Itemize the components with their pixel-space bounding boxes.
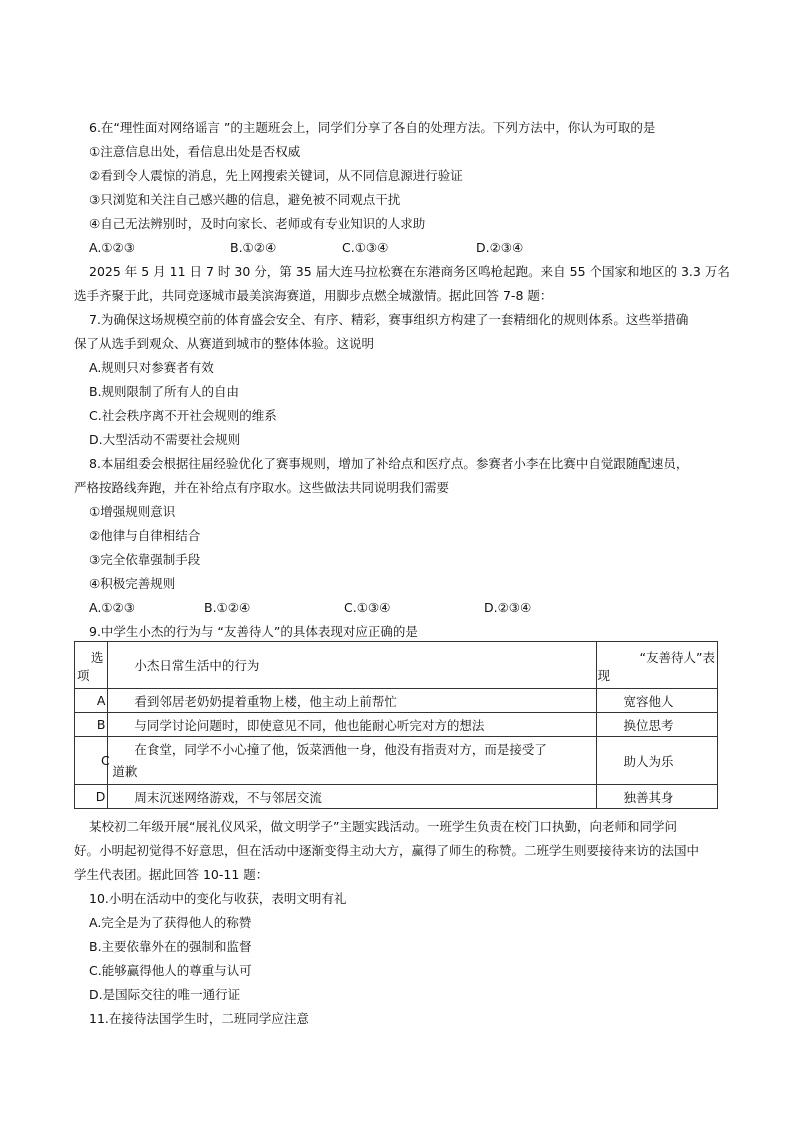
- row-behavior: 看到邻居老奶奶提着重物上楼，他主动上前帮忙: [134, 693, 397, 709]
- q10-option-a: A.完全是为了获得他人的称赞: [89, 915, 252, 930]
- q10-option-c: C.能够赢得他人的尊重与认可: [89, 963, 252, 978]
- row-performance: 助人为乐: [623, 753, 674, 769]
- q8-stem-line1: 8.本届组委会根据往届经验优化了赛事规则，增加了补给点和医疗点。参赛者小李在比赛中自觉跟随配速员，: [89, 456, 689, 471]
- q6-option-d: D.②③④: [476, 240, 524, 255]
- header-behavior: 小杰日常生活中的行为: [134, 658, 260, 673]
- row-option: C: [101, 753, 110, 768]
- header-performance-part2: 现: [597, 668, 610, 683]
- row-option: D: [95, 789, 106, 804]
- intro-10-11-line1: 某校初二年级开展“展礼仪风采，做文明学子”主题实践活动。一班学生负责在校门口执勤，向老师和同学问: [89, 819, 677, 834]
- header-option-part2: 项: [77, 668, 90, 683]
- q8-option-c: C.①③④: [344, 600, 391, 615]
- row-behavior: 与同学讨论问题时，即使意见不同，他也能耐心听完对方的想法: [134, 717, 485, 733]
- intro-10-11-line3: 学生代表团。据此回答 10-11 题：: [74, 867, 269, 882]
- q10-option-d: D.是国际交往的唯一通行证: [89, 987, 241, 1002]
- q7-stem-line2: 保了从选手到观众、从赛道到城市的整体体验。这说明: [74, 336, 375, 351]
- q7-option-a: A.规则只对参赛者有效: [89, 360, 214, 375]
- header-performance-cell: [597, 642, 718, 689]
- row-performance: 独善其身: [623, 789, 674, 805]
- table-row: [75, 689, 718, 713]
- q8-options: [89, 600, 689, 616]
- row-performance: 宽容他人: [623, 693, 674, 709]
- q9-table: [74, 641, 718, 809]
- q6-stem: 6.在“理性面对网络谣言 ”的主题班会上，同学们分享了各自的处理方法。下列方法中，你认为可取的是: [89, 120, 656, 135]
- table-row: [75, 785, 718, 809]
- header-behavior-cell: [108, 642, 597, 689]
- q8-item-3: ③完全依靠强制手段: [89, 552, 201, 567]
- q7-stem-line1: 7.为确保这场规模空前的体育盛会安全、有序、精彩，赛事组织方构建了一套精细化的规则体系。这些举措确: [89, 312, 689, 327]
- q7-option-b: B.规则限制了所有人的自由: [89, 384, 240, 399]
- header-performance-part1: “友善待人”表: [639, 650, 715, 665]
- q6-options: [89, 240, 689, 256]
- table-header-row: [75, 642, 718, 689]
- q6-item-2: ②看到令人震惊的消息，先上网搜索关键词，从不同信息源进行验证: [89, 168, 463, 183]
- q8-item-1: ①增强规则意识: [89, 504, 176, 519]
- row-option: A: [96, 693, 106, 708]
- row-behavior-line2: 道歉: [112, 763, 138, 779]
- table-row: [75, 713, 718, 737]
- q8-option-a: A.①②③: [89, 600, 135, 615]
- header-option-part1: 选: [90, 650, 104, 665]
- row-behavior: 周末沉迷网络游戏，不与邻居交流: [134, 789, 322, 805]
- q8-option-b: B.①②④: [204, 600, 251, 615]
- intro-7-8-line1: 2025 年 5 月 11 日 7 时 30 分，第 35 届大连马拉松赛在东港商务区鸣枪起跑。来自 55 个国家和地区的 3.3 万名: [89, 264, 730, 279]
- q8-stem-line2: 严格按路线奔跑，并在补给点有序取水。这些做法共同说明我们需要: [74, 480, 450, 495]
- q11-stem: 11.在接待法国学生时，二班同学应注意: [89, 1011, 309, 1026]
- q6-option-a: A.①②③: [89, 240, 135, 255]
- intro-10-11-line2: 好。小明起初觉得不好意思，但在活动中逐渐变得主动大方，赢得了师生的称赞。二班学生则要接待来访的法国中: [74, 843, 700, 858]
- q8-option-d: D.②③④: [484, 600, 532, 615]
- q7-option-c: C.社会秩序离不开社会规则的维系: [89, 408, 277, 423]
- q8-item-4: ④积极完善规则: [89, 576, 176, 591]
- q9-stem: 9.中学生小杰的行为与 “友善待人”的具体表现对应正确的是: [89, 624, 418, 639]
- q10-stem: 10.小明在活动中的变化与收获，表明文明有礼: [89, 891, 347, 906]
- q6-item-4: ④自己无法辨别时，及时向家长、老师或有专业知识的人求助: [89, 216, 426, 231]
- header-option-cell: [75, 642, 108, 689]
- q6-item-3: ③只浏览和关注自己感兴趣的信息，避免被不同观点干扰: [89, 192, 401, 207]
- table-row: [75, 737, 718, 785]
- row-option: B: [96, 717, 106, 732]
- intro-7-8-line2: 选手齐聚于此，共同竞逐城市最美滨海赛道，用脚步点燃全城激情。据此回答 7-8 题：: [74, 288, 553, 303]
- row-behavior-line1: 在食堂，同学不小心撞了他，饭菜洒他一身，他没有指责对方，而是接受了: [134, 741, 547, 757]
- q8-item-2: ②他律与自律相结合: [89, 528, 201, 543]
- q6-option-b: B.①②④: [230, 240, 277, 255]
- q7-option-d: D.大型活动不需要社会规则: [89, 432, 241, 447]
- q10-option-b: B.主要依靠外在的强制和监督: [89, 939, 252, 954]
- q6-option-c: C.①③④: [342, 240, 389, 255]
- row-performance: 换位思考: [623, 717, 674, 733]
- q6-item-1: ①注意信息出处，看信息出处是否权威: [89, 144, 301, 159]
